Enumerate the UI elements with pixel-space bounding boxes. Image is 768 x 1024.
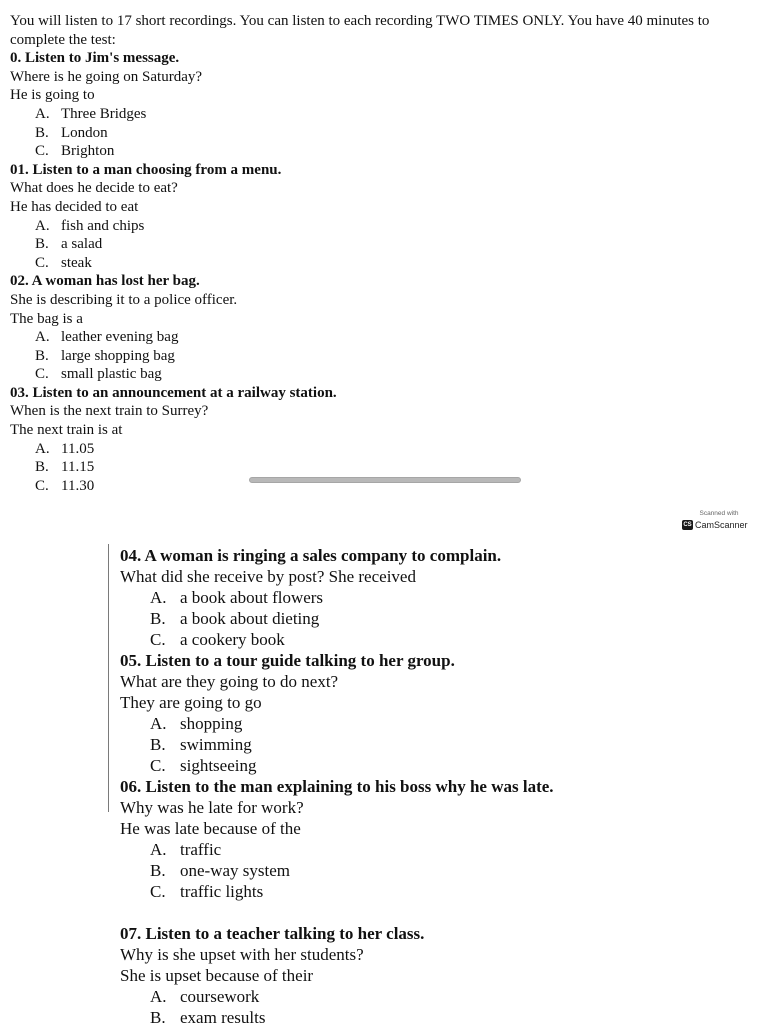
question-02	[10, 272, 758, 384]
option-text: a salad	[61, 236, 103, 253]
question-title: 03. Listen to an announcement at a railway station.	[10, 384, 337, 401]
option-letter: C.	[35, 254, 49, 271]
option-text: Brighton	[61, 143, 115, 160]
option-text: Three Bridges	[61, 105, 147, 122]
option-text: large shopping bag	[61, 347, 175, 364]
question-title: 04. A woman is ringing a sales company to complain.	[120, 546, 502, 565]
option-letter: A.	[150, 987, 167, 1006]
option-text: 11.30	[61, 477, 95, 490]
option-c	[120, 755, 554, 776]
option-b	[10, 124, 758, 143]
option-text: 11.05	[61, 440, 95, 457]
option-c	[10, 142, 758, 161]
option-letter: C.	[35, 477, 49, 490]
watermark-name: CamScanner	[695, 520, 748, 530]
option-letter: A.	[35, 105, 50, 122]
option-letter: B.	[150, 609, 166, 628]
question-04	[120, 545, 554, 650]
option-b	[10, 235, 758, 254]
option-text: traffic	[180, 840, 222, 859]
watermark-row	[682, 520, 756, 530]
option-letter: A.	[35, 217, 50, 234]
option-a	[120, 839, 554, 860]
question-stem: The bag is a	[10, 310, 83, 327]
question-stem: He is going to	[10, 87, 95, 104]
option-text: a cookery book	[180, 630, 285, 649]
question-stem: The next train is at	[10, 422, 123, 439]
option-a	[120, 587, 554, 608]
question-title: 05. Listen to a tour guide talking to her group.	[120, 651, 455, 670]
page-bottom	[0, 540, 768, 1024]
option-letter: B.	[150, 861, 166, 880]
instructions: You will listen to 17 short recordings. You can listen to each recording TWO TIMES ONLY. You have 40 minutes to complete the test:	[10, 13, 710, 48]
option-letter: B.	[35, 124, 49, 141]
option-a	[10, 217, 758, 236]
option-letter: A.	[35, 440, 50, 457]
question-title: 07. Listen to a teacher talking to her class.	[120, 924, 425, 943]
camscanner-watermark	[682, 510, 756, 534]
option-letter: B.	[35, 459, 49, 476]
question-title: 06. Listen to the man explaining to his boss why he was late.	[120, 777, 554, 796]
camscanner-logo-icon: CS	[683, 522, 692, 528]
option-b	[10, 458, 758, 477]
option-text: exam results	[180, 1008, 266, 1024]
option-letter: C.	[150, 630, 166, 649]
question-01	[10, 161, 758, 273]
page-top	[0, 0, 768, 490]
option-a	[120, 713, 554, 734]
page-bottom-content	[120, 545, 554, 1024]
option-a	[10, 328, 758, 347]
option-text: sightseeing	[180, 756, 257, 775]
question-text: What does he decide to eat?	[10, 180, 178, 197]
question-03	[10, 384, 758, 490]
option-letter: C.	[35, 366, 49, 383]
option-a	[120, 986, 554, 1007]
option-letter: A.	[35, 329, 50, 346]
option-text: small plastic bag	[61, 366, 162, 383]
option-a	[10, 105, 758, 124]
question-text: Where is he going on Saturday?	[10, 68, 203, 85]
option-text: swimming	[180, 735, 252, 754]
question-stem: He was late because of the	[120, 819, 301, 838]
option-letter: B.	[35, 347, 49, 364]
option-c	[120, 881, 554, 902]
horizontal-scrollbar[interactable]	[249, 477, 521, 483]
question-title: 0. Listen to Jim's message.	[10, 50, 180, 67]
question-07	[120, 923, 554, 1024]
question-text: What did she receive by post? She received	[120, 567, 416, 586]
option-text: a book about dieting	[180, 609, 320, 628]
option-letter: A.	[150, 714, 167, 733]
option-letter: C.	[150, 756, 166, 775]
option-text: traffic lights	[180, 882, 264, 901]
question-title: 01. Listen to a man choosing from a menu.	[10, 161, 282, 178]
question-text: She is describing it to a police officer.	[10, 291, 238, 308]
option-text: steak	[61, 254, 92, 271]
option-text: 11.15	[61, 459, 95, 476]
watermark-caption: Scanned with	[699, 510, 739, 517]
option-b	[120, 608, 554, 629]
option-letter: A.	[150, 588, 167, 607]
option-letter: B.	[35, 236, 49, 253]
margin-rule	[108, 544, 109, 812]
option-letter: C.	[35, 143, 49, 160]
option-b	[120, 1007, 554, 1024]
question-title: 02. A woman has lost her bag.	[10, 273, 200, 290]
option-letter: A.	[150, 840, 167, 859]
question-06	[120, 776, 554, 902]
option-text: a book about flowers	[180, 588, 324, 607]
option-text: London	[61, 124, 108, 141]
page-top-content	[0, 0, 768, 490]
question-text: What are they going to do next?	[120, 672, 339, 691]
option-c	[120, 629, 554, 650]
blank-line	[120, 902, 554, 923]
option-b	[120, 860, 554, 881]
question-0	[10, 49, 758, 161]
option-text: leather evening bag	[61, 329, 179, 346]
question-text: Why was he late for work?	[120, 798, 304, 817]
question-stem: She is upset because of their	[120, 966, 314, 985]
question-text: When is the next train to Surrey?	[10, 403, 209, 420]
question-stem: They are going to go	[120, 693, 262, 712]
option-letter: C.	[150, 882, 166, 901]
option-letter: B.	[150, 735, 166, 754]
question-stem: He has decided to eat	[10, 198, 139, 215]
option-b	[10, 347, 758, 366]
question-text: Why is she upset with her students?	[120, 945, 364, 964]
question-05	[120, 650, 554, 776]
option-text: coursework	[180, 987, 260, 1006]
option-a	[10, 440, 758, 459]
option-c	[10, 254, 758, 273]
option-text: shopping	[180, 714, 243, 733]
option-text: one-way system	[180, 861, 291, 880]
page-gap	[0, 490, 768, 540]
option-text: fish and chips	[61, 217, 145, 234]
option-letter: B.	[150, 1008, 166, 1024]
option-b	[120, 734, 554, 755]
option-c	[10, 365, 758, 384]
